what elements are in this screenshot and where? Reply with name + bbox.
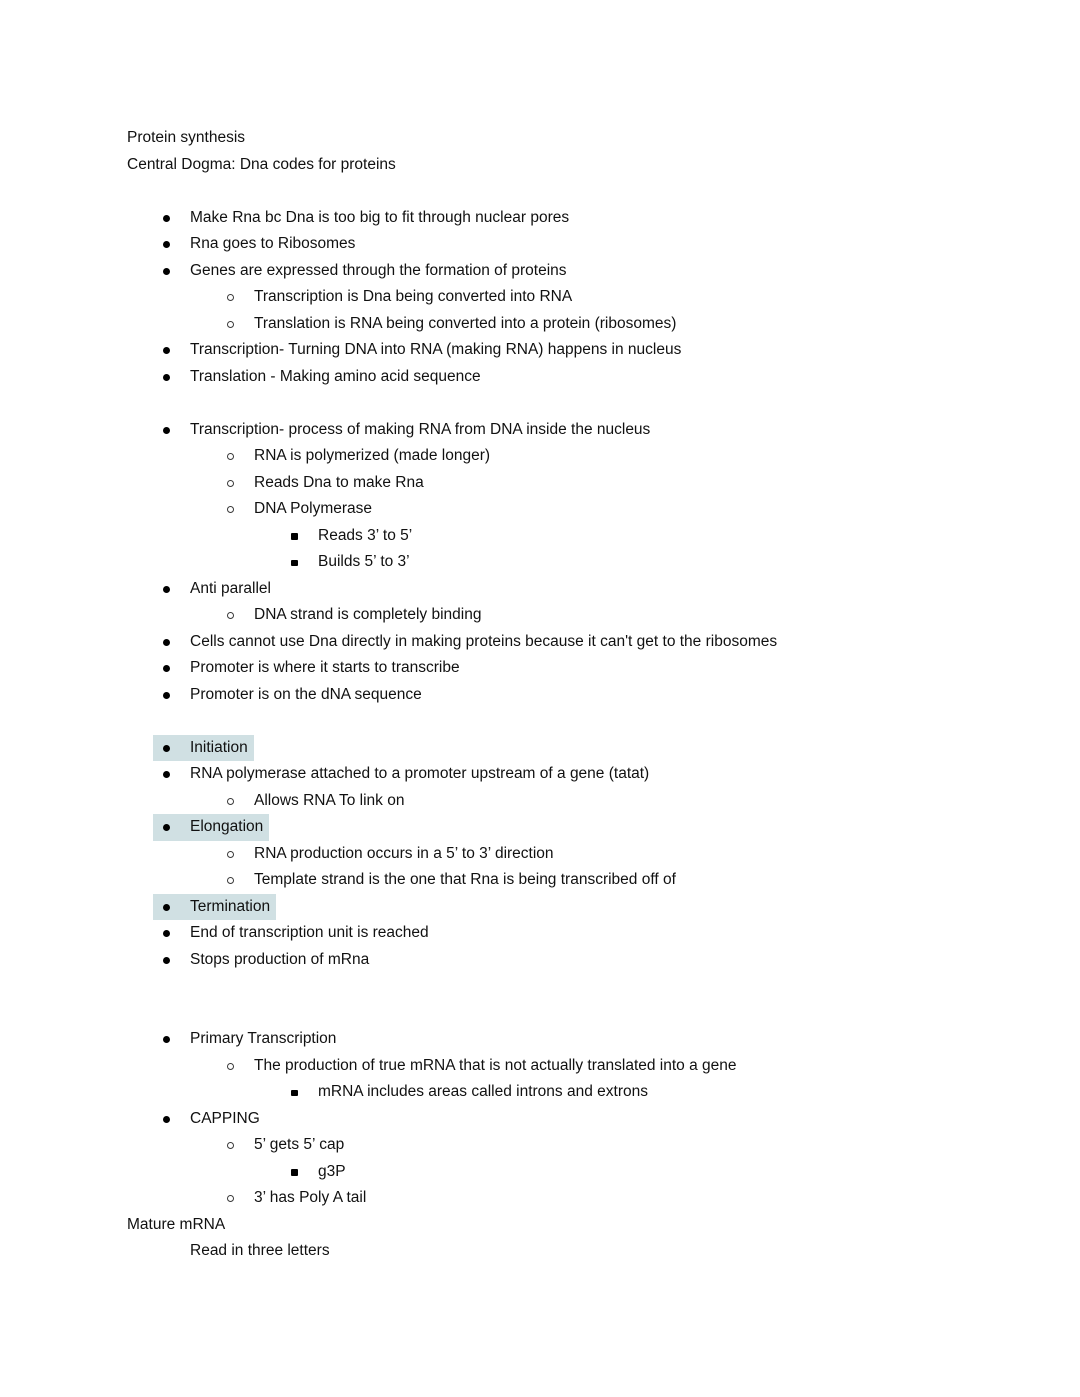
bullet-circle-icon xyxy=(217,311,254,338)
line-content xyxy=(217,1053,737,1080)
bullet-level1-item xyxy=(127,1026,980,1053)
line-text: DNA strand is completely binding xyxy=(254,606,482,623)
line-text: mRNA includes areas called introns and extrons xyxy=(318,1083,648,1100)
line-text: RNA production occurs in a 5’ to 3’ direction xyxy=(254,844,554,862)
line-text: Promoter is where it starts to transcribe xyxy=(190,659,460,676)
bullet-circle-icon xyxy=(217,1132,254,1159)
bullet-level3-item xyxy=(127,523,980,550)
bullet-level3-item xyxy=(127,1159,980,1186)
bullet-level1-item xyxy=(127,761,980,788)
bullet-square-icon xyxy=(281,1159,318,1186)
line-content xyxy=(217,867,676,894)
bullet-level1-item-highlighted xyxy=(127,894,980,921)
line-content xyxy=(217,284,572,311)
line-text: Stops production of mRna xyxy=(190,950,370,968)
line-text: RNA polymerase attached to a promoter upstream of a gene (tatat) xyxy=(190,765,650,782)
bullet-disc-icon xyxy=(153,231,190,258)
bullet-circle-icon xyxy=(217,496,254,523)
line-content xyxy=(153,231,355,258)
line-content xyxy=(153,417,650,444)
line-content xyxy=(153,205,569,232)
line-text: Read in three letters xyxy=(190,1242,330,1259)
line-text: Rna goes to Ribosomes xyxy=(190,235,356,252)
bullet-square-icon xyxy=(281,549,318,576)
line-content xyxy=(217,443,490,470)
line-text: DNA Polymerase xyxy=(254,500,373,517)
bullet-disc-icon xyxy=(153,655,190,682)
line-content xyxy=(153,258,567,285)
bullet-disc-icon xyxy=(153,894,190,921)
line-content xyxy=(190,1238,330,1265)
line-content xyxy=(217,1185,366,1212)
line-content xyxy=(281,1079,648,1106)
bullet-circle-icon xyxy=(217,443,254,470)
line-content xyxy=(217,470,424,497)
bullet-level2-item xyxy=(127,841,980,868)
line-text: Mature mRNA xyxy=(127,1215,226,1233)
bullet-level2-item xyxy=(127,443,980,470)
line-text: End of transcription unit is reached xyxy=(190,924,429,941)
bullet-disc-icon xyxy=(153,576,190,603)
bullet-level1-item xyxy=(127,231,980,258)
bullet-disc-icon xyxy=(153,1106,190,1133)
bullet-level1-item xyxy=(127,920,980,947)
line-content xyxy=(217,1132,344,1159)
line-content xyxy=(217,311,676,338)
line-text: Allows RNA To link on xyxy=(254,791,405,809)
bullet-level2-item xyxy=(127,1185,980,1212)
bullet-level1-item xyxy=(127,576,980,603)
bullet-square-icon xyxy=(281,523,318,550)
bullet-disc-icon xyxy=(153,364,190,391)
line-content xyxy=(153,814,269,841)
line-text: Cells cannot use Dna directly in making proteins because it can't get to the ribosomes xyxy=(190,632,778,650)
bullet-square-icon xyxy=(281,1079,318,1106)
bullet-disc-icon xyxy=(153,947,190,974)
bullet-level1-item-highlighted xyxy=(127,735,980,762)
line-content xyxy=(153,364,481,391)
bullet-level3-item xyxy=(127,549,980,576)
line-content xyxy=(127,152,396,179)
line-text: The production of true mRNA that is not actually translated into a gene xyxy=(254,1056,737,1074)
bullet-level2-item xyxy=(127,284,980,311)
bullet-level2-item xyxy=(127,311,980,338)
line-content xyxy=(153,682,422,709)
paragraph-line xyxy=(127,1212,980,1239)
bullet-disc-icon xyxy=(153,337,190,364)
line-text: Initiation xyxy=(190,738,248,756)
indented-paragraph-line xyxy=(127,1238,980,1265)
line-text: Transcription is Dna being converted into RNA xyxy=(254,288,573,305)
bullet-circle-icon xyxy=(217,1185,254,1212)
line-content xyxy=(127,125,245,152)
bullet-level1-item-highlighted xyxy=(127,814,980,841)
line-content xyxy=(153,947,369,974)
bullet-level2-item xyxy=(127,1132,980,1159)
bullet-level1-item xyxy=(127,337,980,364)
line-text: Translation - Making amino acid sequence xyxy=(190,367,481,385)
line-content xyxy=(281,1159,346,1186)
line-text: Termination xyxy=(190,897,271,915)
bullet-disc-icon xyxy=(153,920,190,947)
bullet-level1-item xyxy=(127,629,980,656)
line-text: 5’ gets 5’ cap xyxy=(254,1136,345,1153)
bullet-circle-icon xyxy=(217,841,254,868)
bullet-disc-icon xyxy=(153,1026,190,1053)
line-text: Make Rna bc Dna is too big to fit through nuclear pores xyxy=(190,208,570,226)
line-text: Protein synthesis xyxy=(127,129,246,146)
line-text: RNA is polymerized (made longer) xyxy=(254,447,491,464)
blank-line xyxy=(127,178,980,205)
line-content xyxy=(217,602,481,629)
bullet-level2-item xyxy=(127,470,980,497)
bullet-level3-item xyxy=(127,1079,980,1106)
line-content xyxy=(217,788,404,815)
paragraph-line xyxy=(127,125,980,152)
line-content xyxy=(153,337,681,364)
line-text: Builds 5’ to 3’ xyxy=(318,553,410,570)
bullet-level1-item xyxy=(127,1106,980,1133)
line-content xyxy=(153,735,254,762)
bullet-level2-item xyxy=(127,602,980,629)
line-text: 3’ has Poly A tail xyxy=(254,1189,367,1206)
line-content xyxy=(153,920,429,947)
line-text: Anti parallel xyxy=(190,579,271,597)
line-text: Translation is RNA being converted into a protein (ribosomes) xyxy=(254,314,677,332)
line-text: Primary Transcription xyxy=(190,1030,337,1047)
line-content xyxy=(217,496,372,523)
line-text: Promoter is on the dNA sequence xyxy=(190,685,422,703)
line-text: g3P xyxy=(318,1162,346,1180)
bullet-circle-icon xyxy=(217,788,254,815)
bullet-level2-item xyxy=(127,788,980,815)
paragraph-line xyxy=(127,152,980,179)
bullet-level1-item xyxy=(127,417,980,444)
bullet-circle-icon xyxy=(217,867,254,894)
line-content xyxy=(153,629,777,656)
blank-line xyxy=(127,708,980,735)
line-content xyxy=(153,1106,260,1133)
bullet-level1-item xyxy=(127,258,980,285)
blank-line xyxy=(127,1000,980,1027)
bullet-disc-icon xyxy=(153,417,190,444)
line-text: Genes are expressed through the formation of proteins xyxy=(190,261,567,279)
line-text: Central Dogma: Dna codes for proteins xyxy=(127,155,396,173)
line-content xyxy=(281,523,412,550)
bullet-disc-icon xyxy=(153,258,190,285)
bullet-level2-item xyxy=(127,496,980,523)
line-content xyxy=(153,576,271,603)
bullet-disc-icon xyxy=(153,205,190,232)
line-text: Reads 3’ to 5’ xyxy=(318,526,413,544)
line-content xyxy=(153,894,276,921)
line-content xyxy=(281,549,410,576)
bullet-circle-icon xyxy=(217,602,254,629)
bullet-circle-icon xyxy=(217,284,254,311)
bullet-disc-icon xyxy=(153,735,190,762)
line-text: Reads Dna to make Rna xyxy=(254,473,424,491)
bullet-disc-icon xyxy=(153,761,190,788)
line-content xyxy=(153,655,460,682)
line-text: Elongation xyxy=(190,818,264,835)
line-text: Transcription- Turning DNA into RNA (making RNA) happens in nucleus xyxy=(190,341,682,358)
bullet-level1-item xyxy=(127,655,980,682)
bullet-disc-icon xyxy=(153,629,190,656)
bullet-circle-icon xyxy=(217,1053,254,1080)
line-content xyxy=(153,1026,336,1053)
bullet-level1-item xyxy=(127,205,980,232)
line-content xyxy=(153,761,649,788)
line-text: CAPPING xyxy=(190,1109,260,1127)
bullet-circle-icon xyxy=(217,470,254,497)
line-text: Transcription- process of making RNA from DNA inside the nucleus xyxy=(190,420,651,438)
bullet-disc-icon xyxy=(153,814,190,841)
bullet-level1-item xyxy=(127,947,980,974)
line-content xyxy=(127,1212,225,1239)
blank-line xyxy=(127,973,980,1000)
line-content xyxy=(217,841,554,868)
bullet-level2-item xyxy=(127,867,980,894)
blank-line xyxy=(127,390,980,417)
bullet-level1-item xyxy=(127,682,980,709)
bullet-disc-icon xyxy=(153,682,190,709)
bullet-level1-item xyxy=(127,364,980,391)
line-text: Template strand is the one that Rna is being transcribed off of xyxy=(254,871,676,888)
bullet-level2-item xyxy=(127,1053,980,1080)
